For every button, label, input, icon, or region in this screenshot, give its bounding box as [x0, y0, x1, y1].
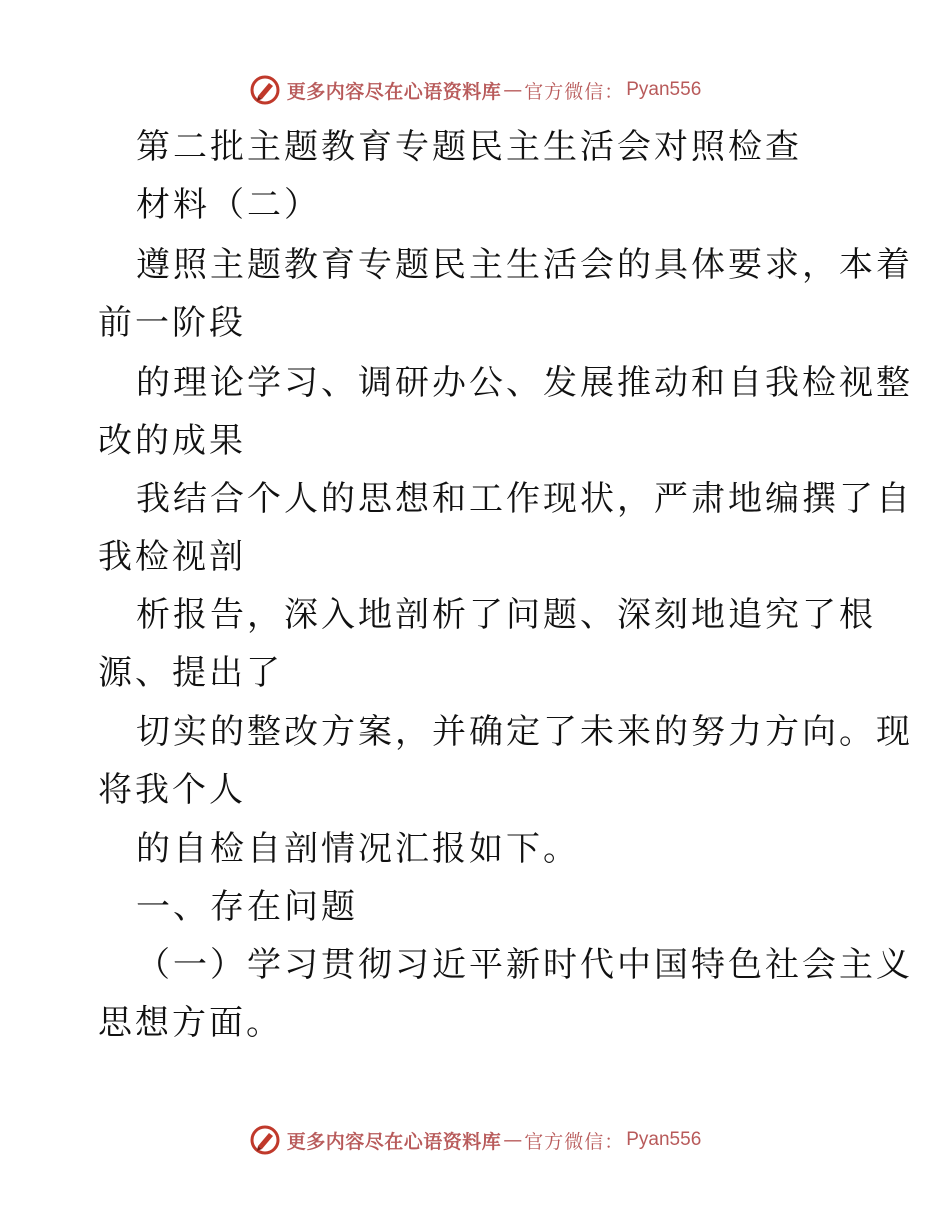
section-heading	[0, 878, 950, 936]
text-line: 遵照主题教育专题民主生活会的具体要求，本着	[136, 245, 913, 285]
brand-logo-icon	[249, 74, 281, 106]
document-title-line-1	[0, 118, 950, 176]
text-line: 析报告，深入地剖析了问题、深刻地追究了根	[136, 595, 876, 635]
paragraph	[0, 703, 950, 819]
text-line: （一）学习贯彻习近平新时代中国特色社会主义	[136, 945, 913, 985]
watermark-dash: —	[503, 1129, 523, 1151]
subsection-heading	[0, 936, 950, 1052]
paragraph	[0, 820, 950, 878]
text-line: 思想方面。	[98, 1003, 283, 1043]
watermark-header	[0, 70, 950, 110]
text-line: 切实的整改方案，并确定了未来的努力方向。现	[136, 712, 913, 752]
paragraph	[0, 354, 950, 470]
text-line: 第二批主题教育专题民主生活会对照检查	[136, 127, 802, 167]
paragraph	[0, 236, 950, 352]
text-line: 改的成果	[98, 421, 246, 461]
text-line: 源、提出了	[98, 653, 283, 693]
watermark-wechat-id: Pyan556	[626, 79, 702, 100]
text-line: 将我个人	[98, 770, 246, 810]
watermark-sub-text: 官方微信：	[524, 80, 625, 103]
text-line: 我结合个人的思想和工作现状，严肃地编撰了自	[136, 479, 913, 519]
watermark-main-text: 更多内容尽在心语资料库	[286, 1130, 502, 1153]
watermark-sub-text: 官方微信：	[524, 1130, 625, 1153]
paragraph	[0, 586, 950, 702]
watermark-main-text: 更多内容尽在心语资料库	[286, 80, 502, 103]
text-line: 我检视剖	[98, 537, 246, 577]
text-line: 材料（二）	[136, 185, 321, 225]
text-line: 一、存在问题	[136, 887, 358, 927]
text-line: 前一阶段	[98, 303, 246, 343]
watermark-wechat-id: Pyan556	[626, 1129, 702, 1150]
watermark-footer	[0, 1120, 950, 1160]
brand-logo-icon	[249, 1124, 281, 1156]
watermark-dash: —	[503, 79, 523, 101]
text-line: 的自检自剖情况汇报如下。	[136, 829, 580, 869]
document-title-line-2	[0, 176, 950, 234]
text-line: 的理论学习、调研办公、发展推动和自我检视整	[136, 363, 913, 403]
paragraph	[0, 470, 950, 586]
